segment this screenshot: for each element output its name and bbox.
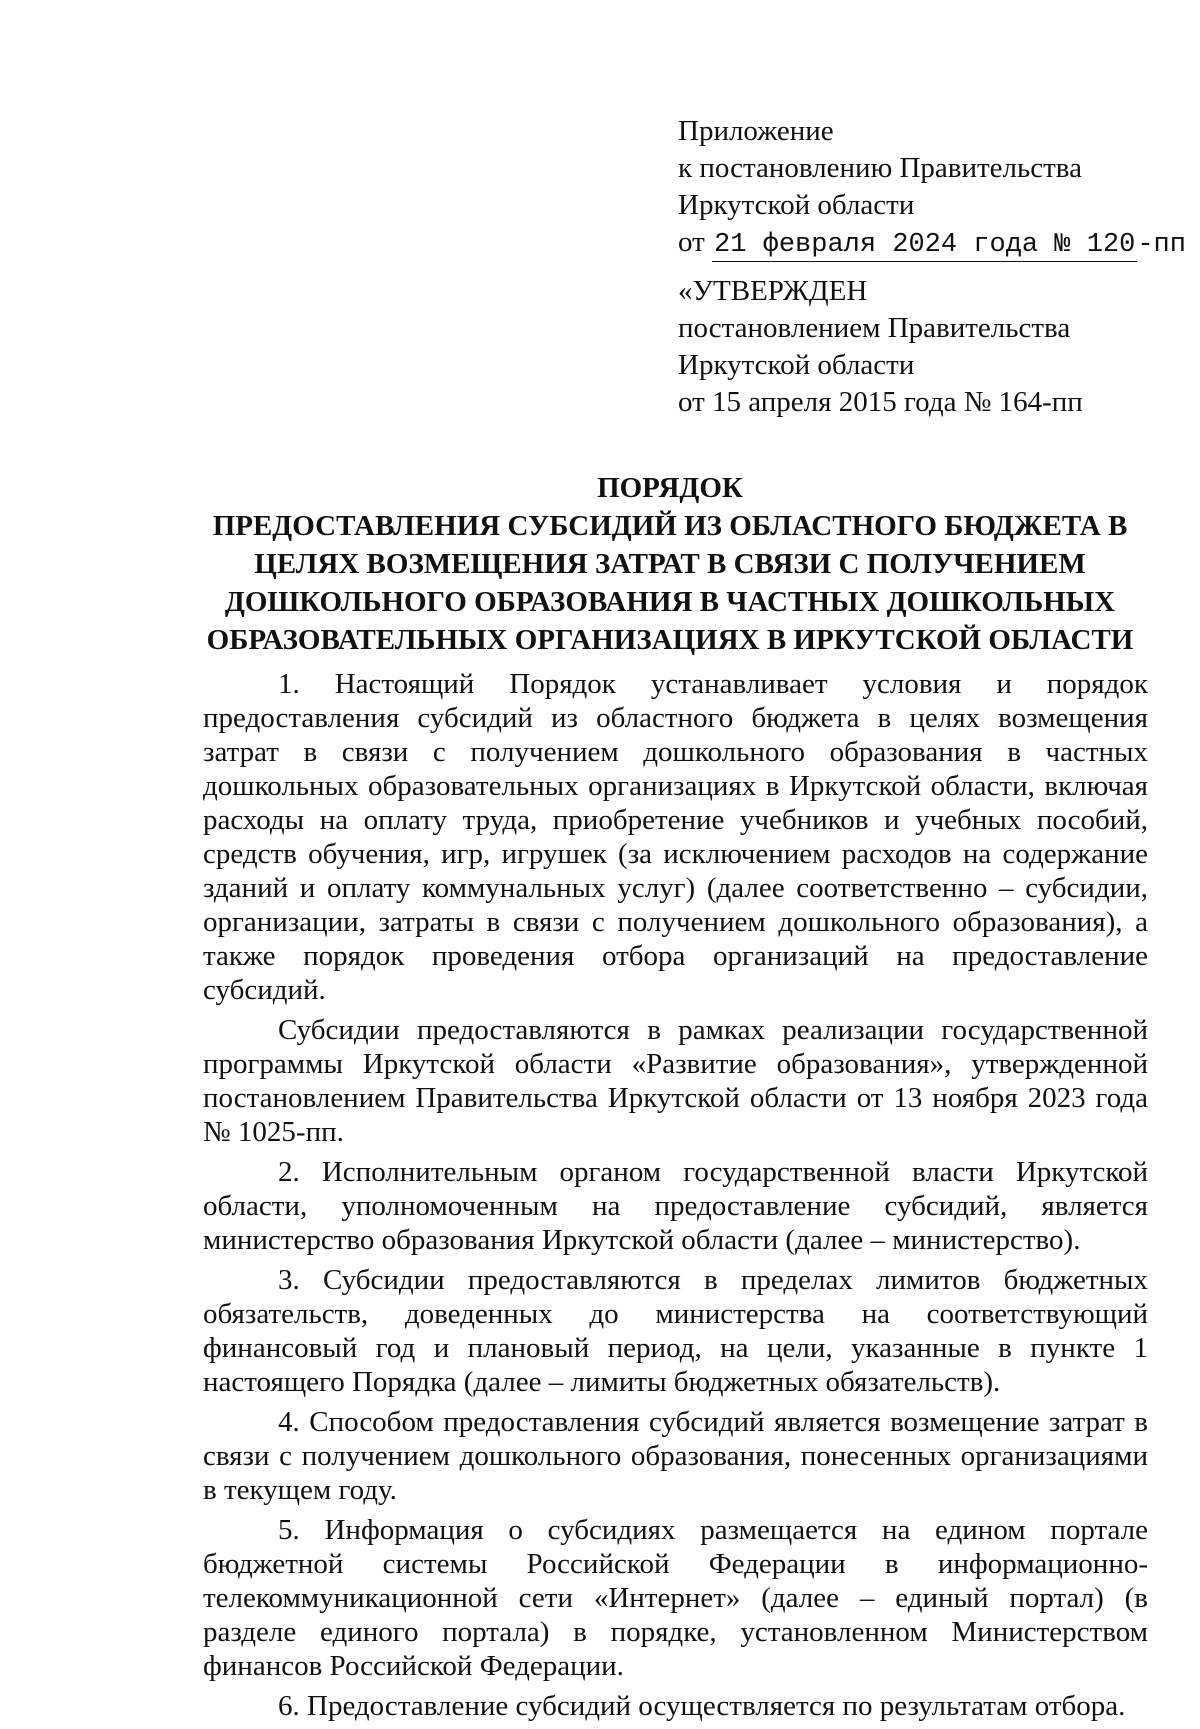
document-body xyxy=(203,667,1148,1729)
approved-line-1: «УТВЕРЖДЕН xyxy=(678,275,868,307)
appendix-line-3: Иркутской области xyxy=(678,189,915,221)
approved-line-2: постановлением Правительства xyxy=(678,312,1071,344)
paragraph-1: 1. Настоящий Порядок устанавливает условия и порядок предоставления субсидий из областного бюджета в целях возмещения затрат в связи с получением дошкольного образования в частных дошкольных образовательных организациях в Иркутской области, включая расходы на оплату труда, приобретение учебников и учебных пособий, средств обучения, игр, игрушек (за исключением расходов на содержание зданий и оплату коммунальных услуг) (далее соответственно – субсидии, организации, затраты в связи с получением дошкольного образования), а также порядок проведения отбора организаций на предоставление субсидий. xyxy=(203,668,1148,1006)
title-line-3: ЦЕЛЯХ ВОЗМЕЩЕНИЯ ЗАТРАТ В СВЯЗИ С ПОЛУЧЕНИЕМ xyxy=(254,548,1086,580)
appendix-line-1: Приложение xyxy=(678,115,834,147)
paragraph-6: 6. Предоставление субсидий осуществляется по результатам отбора. xyxy=(278,1690,1126,1722)
paragraph-2: 2. Исполнительным органом государственной власти Иркутской области, уполномоченным на предоставление субсидий, является министерство образования Иркутской области (далее – министерство). xyxy=(203,1156,1148,1256)
paragraph-3: 3. Субсидии предоставляются в пределах лимитов бюджетных обязательств, доведенных до министерства на соответствующий финансовый год и плановый период, на цели, указанные в пункте 1 настоящего Порядка (далее – лимиты бюджетных обязательств). xyxy=(203,1264,1148,1398)
title-line-2: ПРЕДОСТАВЛЕНИЯ СУБСИДИЙ ИЗ ОБЛАСТНОГО БЮДЖЕТА В xyxy=(212,510,1128,542)
title-line-5: ОБРАЗОВАТЕЛЬНЫХ ОРГАНИЗАЦИЯХ В ИРКУТСКОЙ ОБЛАСТИ xyxy=(206,624,1134,656)
appendix-date-value: 21 февраля 2024 года № 120 xyxy=(714,230,1136,260)
appendix-date-line xyxy=(678,224,1186,264)
appendix-date-suffix: -пп xyxy=(1137,230,1186,260)
appendix-date-prefix: от xyxy=(678,226,705,258)
title-line-4: ДОШКОЛЬНОГО ОБРАЗОВАНИЯ В ЧАСТНЫХ ДОШКОЛЬНЫХ xyxy=(224,586,1116,618)
document-title xyxy=(200,469,1140,659)
approved-line-3: Иркутской области xyxy=(678,349,915,381)
paragraph-1-program: Субсидии предоставляются в рамках реализации государственной программы Иркутской области «Развитие образования», утвержденной постановлением Правительства Иркутской области от 13 ноября 2023 года № 1025-пп. xyxy=(203,1014,1148,1148)
title-line-1: ПОРЯДОК xyxy=(597,472,743,504)
appendix-block xyxy=(678,113,1186,264)
approved-line-4: от 15 апреля 2015 года № 164-пп xyxy=(678,386,1083,418)
paragraph-4: 4. Способом предоставления субсидий является возмещение затрат в связи с получением дошкольного образования, понесенных организациями в текущем году. xyxy=(203,1406,1148,1506)
appendix-line-2: к постановлению Правительства xyxy=(678,152,1082,184)
paragraph-5: 5. Информация о субсидиях размещается на едином портале бюджетной системы Российской Федерации в информационно-телекоммуникационной сети «Интернет» (далее – единый портал) (в разделе единого портала) в порядке, установленном Министерством финансов Российской Федерации. xyxy=(203,1514,1148,1682)
approved-block xyxy=(678,273,1158,421)
